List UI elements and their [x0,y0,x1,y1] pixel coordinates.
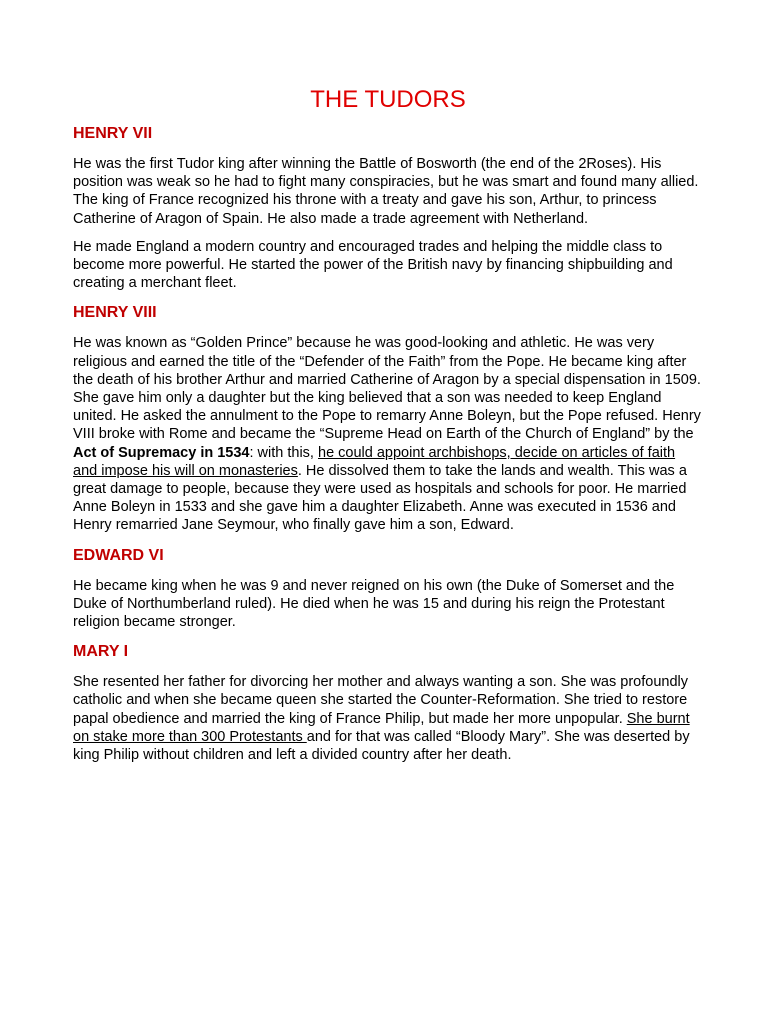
text-run: . He dissolved them to take the lands and wealth. This was a great damage to people, because they were used as hospitals and schools for poor. He married Anne Boleyn in 1533 and she gave him a daughter Elizabeth. Anne was executed in 1536 and Henry remarried Jane Seymour, who finally gave him a son, Edward. [73,462,687,534]
section-henry-vii [73,124,703,292]
text-run: : with this, [249,444,318,461]
text-run: She resented her father for divorcing her mother and always wanting a son. She was profoundly catholic and when she became queen she started the Counter-Reformation. She tried to restore papal obedience and married the king of France Philip, but made her more unpopular. [73,674,688,727]
paragraph-edward-vi-1: He became king when he was 9 and never reigned on his own (the Duke of Somerset and the Duke of Northumberland ruled). He died when he was 15 and during his reign the Protestant religion became stronger. [73,577,675,631]
paragraph-henry-vii-2: He made England a modern country and encouraged trades and helping the middle class to become more powerful. He started the power of the British navy by financing shipbuilding and creating a merchant fleet. [73,238,673,292]
section-heading-henry-viii: HENRY VIII [73,304,157,322]
document-page [73,86,703,774]
section-heading-mary-i: MARY I [73,643,129,661]
text-run: and for that was called “Bloody Mary”. She was deserted by king Philip without children and left a divided country after her death. [73,728,690,764]
paragraph-henry-vii-1: He was the first Tudor king after winning the Battle of Bosworth (the end of the 2Roses). His position was weak so he had to fight many conspiracies, but he was smart and found many allied. The king of France recognized his throne with a treaty and gave his son, Arthur, to princess Catherine of Aragon of Spain. He also made a trade agreement with Netherland. [73,156,699,227]
section-heading-edward-vi: EDWARD VI [73,546,164,564]
section-henry-viii [73,303,703,534]
text-run: He was known as “Golden Prince” because he was good-looking and athletic. He was very religious and earned the title of the “Defender of the Faith” from the Pope. He became king after the death of his brother Arthur and married Catherine of Aragon by a special dispensation in 1509. She gave him only a daughter but the king believed that a son was needed to keep England united. He asked the annulment to the Pope to remarry Anne Boleyn, but the Pope refused. Henry VIII broke with Rome and became the “Supreme Head on Earth of the Church of England” by the [73,335,701,443]
underlined-text-powers: he could appoint archbishops, decide on articles of faith and impose his will on monasteries [73,444,676,479]
paragraph-henry-viii-1 [73,334,703,534]
section-edward-vi [73,546,703,632]
underlined-text-protestants: She burnt on stake more than 300 Protestants [73,710,690,745]
section-mary-i [73,642,703,764]
section-heading-henry-vii: HENRY VII [73,125,153,142]
bold-text-act-of-supremacy: Act of Supremacy in 1534 [73,444,250,461]
page-title: THE TUDORS [310,86,466,113]
paragraph-mary-i-1 [73,673,703,764]
